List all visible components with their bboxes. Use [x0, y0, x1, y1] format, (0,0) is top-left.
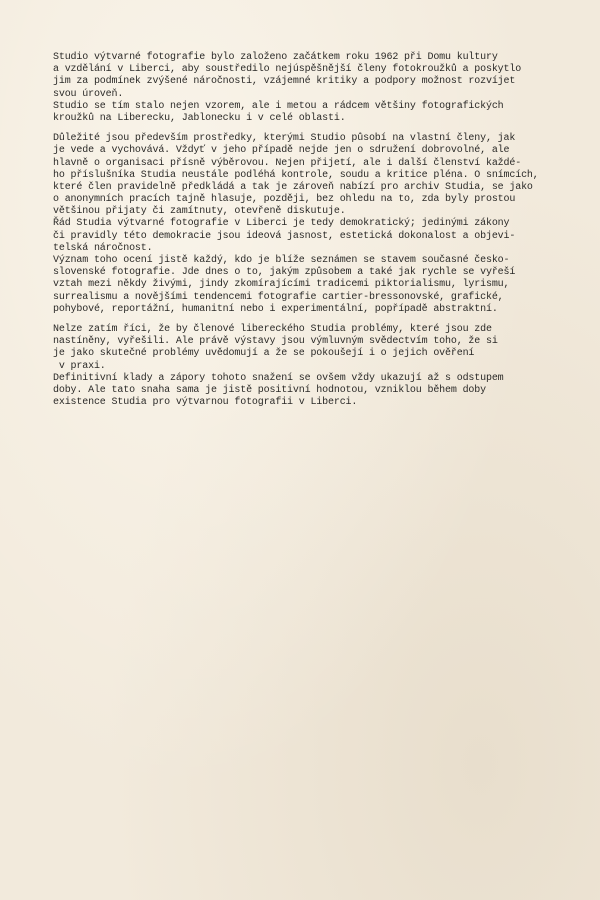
- text-line: existence Studia pro výtvarnou fotografii v Liberci.: [53, 397, 358, 409]
- paragraph: [53, 218, 593, 255]
- text-line: Řád Studia výtvarné fotografie v Liberci je tedy demokratický; jedinými zákony: [53, 218, 510, 230]
- text-line: většinou přijaty či zamítnuty, otevřeně diskutuje.: [53, 206, 346, 218]
- text-line: Studio se tím stalo nejen vzorem, ale i metou a rádcem většiny fotografických: [53, 100, 504, 112]
- text-line: telská náročnost.: [53, 242, 153, 254]
- text-line: slovenské fotografie. Jde dnes o to, jakým způsobem a také jak rychle se vyřeší: [53, 267, 516, 279]
- text-line: svou úroveň.: [53, 88, 124, 100]
- text-line: doby. Ale tato snaha sama je jistě positivní hodnotou, vzniklou během doby: [53, 384, 486, 396]
- paragraph: [53, 324, 593, 373]
- text-line: je jako skutečné problémy uvědomují a že se pokoušejí i o jejich ověření: [53, 348, 475, 360]
- paragraph-gap: [53, 125, 593, 133]
- text-line: o anonymních pracích tajně hlasuje, později, bez ohledu na to, zda byly prostou: [53, 194, 516, 206]
- text-line: Studio výtvarné fotografie bylo založeno začátkem roku 1962 při Domu kultury: [53, 52, 498, 63]
- text-line: Nelze zatím říci, že by členové libereckého Studia problémy, které jsou zde: [53, 323, 492, 335]
- text-line: nastíněny, vyřešili. Ale právě výstavy jsou výmluvným svědectvím toho, že si: [53, 336, 498, 348]
- text-line: vztah mezi někdy živými, jindy zkomírajícími tradicemi piktorialismu, lyrismu,: [53, 279, 510, 291]
- text-line: surrealismu a novějšími tendencemi fotografie cartier-bressonovské, grafické,: [53, 291, 504, 303]
- text-line: kroužků na Liberecku, Jablonecku i v celé oblasti.: [53, 112, 346, 124]
- text-line: či pravidly této demokracie jsou ideová jasnost, estetická dokonalost a objevi-: [53, 230, 516, 242]
- text-line: v praxi.: [53, 360, 106, 372]
- text-line: Definitivní klady a zápory tohoto snažení se ovšem vždy ukazují až s odstupem: [53, 372, 504, 384]
- text-line: jim za podmínek zvýšené náročnosti, vzájemné kritiky a podpory možnost rozvíjet: [53, 76, 516, 88]
- text-line: a vzdělání v Liberci, aby soustředilo nejúspěšnější členy fotokroužků a poskytlo: [53, 64, 522, 76]
- paragraph: [53, 373, 593, 410]
- paragraph: [53, 133, 593, 218]
- typewritten-text: [53, 52, 593, 409]
- text-line: pohybové, reportážní, humanitní nebo i experimentální, popřípadě abstraktní.: [53, 303, 498, 315]
- paragraph: [53, 101, 593, 125]
- paragraph: [53, 52, 593, 101]
- text-line: Důležité jsou především prostředky, kterými Studio působí na vlastní členy, jak: [53, 133, 516, 145]
- text-line: které člen pravidelně předkládá a tak je zároveň nabízí pro archiv Studia, se jako: [53, 181, 533, 193]
- text-line: je vede a vychovává. Vždyť v jeho případě nejde jen o sdružení dobrovolné, ale: [53, 145, 510, 157]
- paragraph: [53, 255, 593, 316]
- paragraph-gap: [53, 316, 593, 324]
- text-line: hlavně o organisaci přísně výběrovou. Nejen přijetí, ale i další členství každé-: [53, 157, 522, 169]
- text-line: ho příslušníka Studia neustále podléhá kontrole, soudu a kritice pléna. O snímcích,: [53, 169, 539, 181]
- text-line: Význam toho ocení jistě každý, kdo je blíže seznámen se stavem současné česko-: [53, 255, 510, 266]
